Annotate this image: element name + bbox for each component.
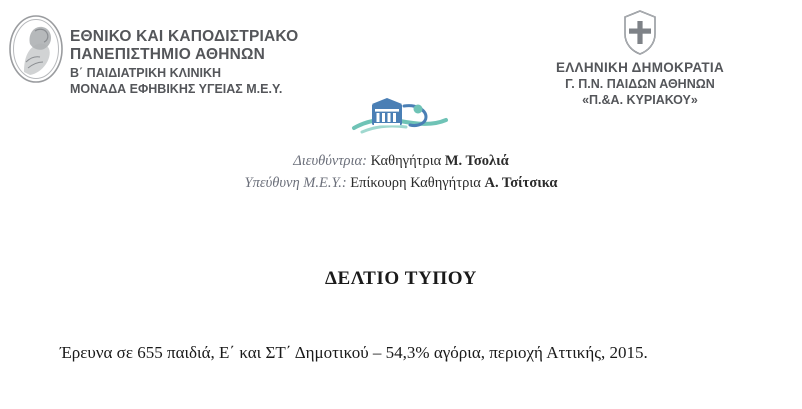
director-line [0,150,802,172]
hellenic-republic-crest-icon [620,8,660,56]
adolescent-health-unit-logo-icon [346,94,456,140]
university-title-text [70,14,298,96]
university-line-2: ΠΑΝΕΠΙΣΤΗΜΙΟ ΑΘΗΝΩΝ [70,45,266,63]
state-line-2: Γ. Π.Ν. ΠΑΙΔΩΝ ΑΘΗΝΩΝ [565,77,715,91]
state-line-1: ΕΛΛΗΝΙΚΗ ΔΗΜΟΚΡΑΤΙΑ [555,60,724,75]
responsible-label: Υπεύθυνη Μ.Ε.Υ.: [244,175,347,192]
director-name: Μ. Τσολιά [444,153,509,169]
state-header-block [556,8,724,107]
direction-block [0,150,802,195]
university-header-block [8,14,298,96]
university-line-1: ΕΘΝΙΚΟ ΚΑΙ ΚΑΠΟΔΙΣΤΡΙΑΚΟ [70,28,299,45]
responsible-line [0,172,802,194]
director-label: Διευθύντρια: [293,153,367,169]
page-title: ΔΕΛΤΙΟ ΤΥΠΟΥ [325,268,477,289]
state-line-3: «Π.&Α. ΚΥΡΙΑΚΟΥ» [582,93,698,107]
responsible-name: Α. Τσίτσικα [484,175,558,192]
university-seal-icon [8,14,64,84]
university-line-4: ΜΟΝΑΔΑ ΕΦΗΒΙΚΗΣ ΥΓΕΙΑΣ Μ.Ε.Υ. [70,82,283,96]
responsible-rank: Επίκουρη Καθηγήτρια [350,175,481,192]
university-line-3: Β΄ ΠΑΙΔΙΑΤΡΙΚΗ ΚΛΙΝΙΚΗ [70,65,222,80]
director-rank: Καθηγήτρια [370,153,442,169]
body-paragraph: Έρευνα σε 655 παιδιά, Ε΄ και ΣΤ΄ Δημοτικού – 54,3% αγόρια, περιοχή Αττικής, 2015. [60,343,648,362]
